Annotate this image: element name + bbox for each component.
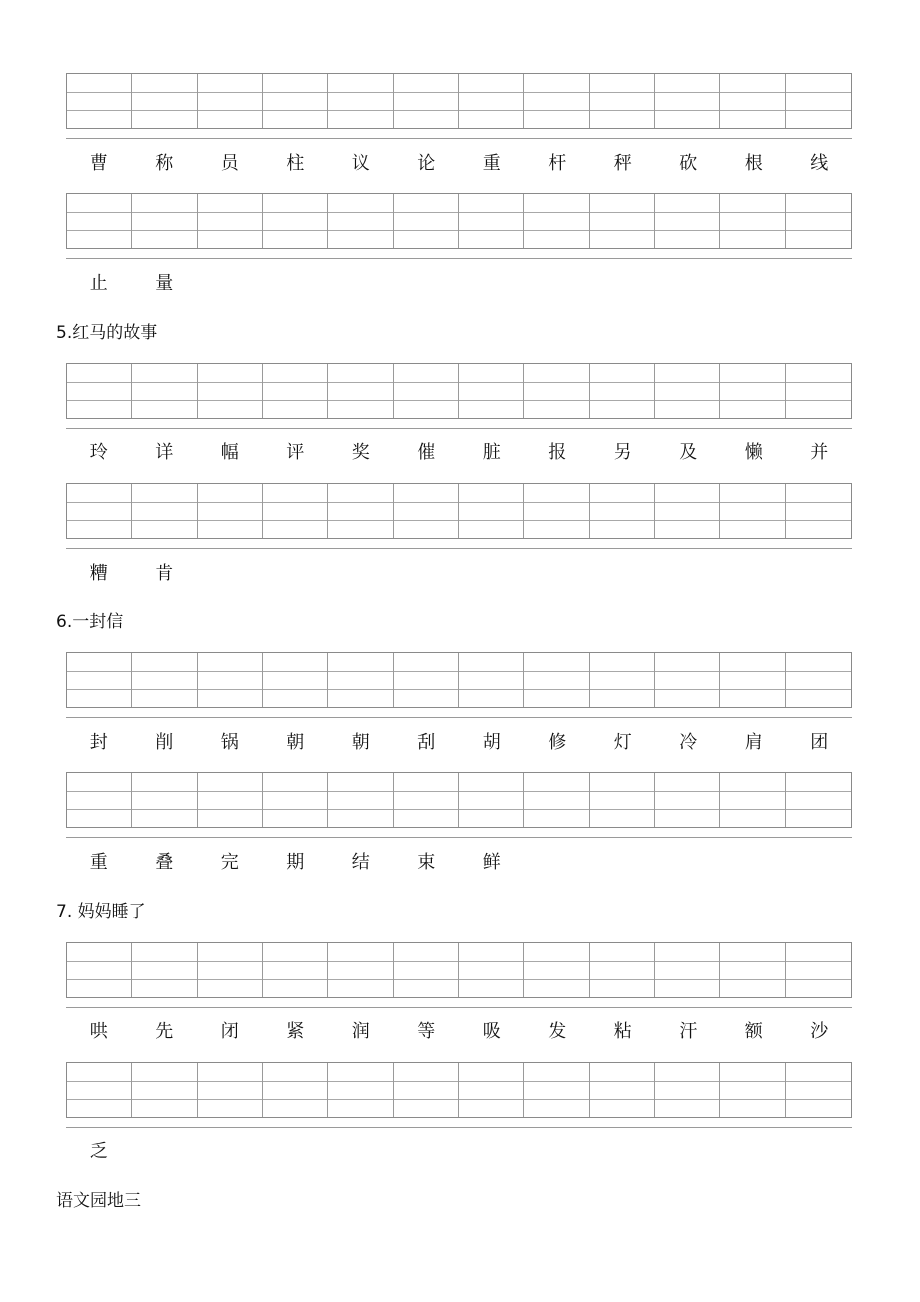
grid-cell: [394, 74, 459, 128]
grid-cell: [524, 653, 589, 707]
grid-cell: [394, 484, 459, 538]
character: 糟: [89, 563, 108, 584]
grid-cell: [524, 74, 589, 128]
grid-underline: [66, 837, 852, 838]
grid-cell: [132, 773, 197, 827]
grid-cell: [198, 484, 263, 538]
grid-cell: [459, 484, 524, 538]
grid-cell: [720, 773, 785, 827]
character-row: [66, 272, 852, 296]
grid-cell: [786, 484, 851, 538]
character: 先: [155, 1021, 174, 1042]
lesson-heading: 5.红马的故事: [56, 323, 158, 343]
grid-underline: [66, 1007, 852, 1008]
grid-cell: [132, 943, 197, 997]
grid-cell: [720, 484, 785, 538]
character: 刮: [417, 732, 436, 753]
character: 束: [417, 852, 436, 873]
grid-cell: [67, 773, 132, 827]
grid-cell: [263, 943, 328, 997]
lesson-heading: 语文园地三: [56, 1191, 141, 1211]
character: 评: [286, 442, 305, 463]
grid-cell: [328, 943, 393, 997]
grid-cell: [786, 364, 851, 418]
character: 胡: [482, 732, 501, 753]
grid-cell: [132, 484, 197, 538]
grid-cell: [459, 1063, 524, 1117]
character: 根: [744, 153, 763, 174]
grid-cell: [720, 1063, 785, 1117]
character: 砍: [679, 153, 698, 174]
grid-cell: [67, 653, 132, 707]
character: 止: [89, 273, 108, 294]
character: 论: [417, 153, 436, 174]
grid-cell: [786, 773, 851, 827]
grid-cell: [590, 1063, 655, 1117]
character: 灯: [613, 732, 632, 753]
character: 玲: [89, 442, 108, 463]
grid-cell: [524, 1063, 589, 1117]
character: 奖: [351, 442, 370, 463]
writing-grid: [66, 193, 852, 249]
grid-underline: [66, 428, 852, 429]
grid-cell: [655, 943, 720, 997]
writing-grid: [66, 1062, 852, 1118]
character: 及: [679, 442, 698, 463]
grid-cell: [655, 653, 720, 707]
grid-cell: [786, 943, 851, 997]
grid-cell: [394, 194, 459, 248]
grid-cell: [655, 1063, 720, 1117]
grid-cell: [328, 653, 393, 707]
character: 叠: [155, 852, 174, 873]
character: 汗: [679, 1021, 698, 1042]
character: 脏: [482, 442, 501, 463]
grid-cell: [786, 74, 851, 128]
character: 期: [286, 852, 305, 873]
grid-cell: [132, 653, 197, 707]
writing-grid: [66, 483, 852, 539]
grid-cell: [590, 773, 655, 827]
character: 结: [351, 852, 370, 873]
character: 朝: [351, 732, 370, 753]
grid-cell: [328, 364, 393, 418]
grid-cell: [394, 943, 459, 997]
character: 完: [220, 852, 239, 873]
lesson-heading: 6.一封信: [56, 612, 124, 632]
grid-cell: [263, 364, 328, 418]
grid-underline: [66, 717, 852, 718]
character-row: [66, 1020, 852, 1044]
character: 润: [351, 1021, 370, 1042]
character-row: [66, 731, 852, 755]
character: 额: [744, 1021, 763, 1042]
character: 重: [482, 153, 501, 174]
character: 秤: [613, 153, 632, 174]
character: 并: [810, 442, 829, 463]
character: 哄: [89, 1021, 108, 1042]
grid-cell: [786, 194, 851, 248]
writing-grid: [66, 942, 852, 998]
character: 报: [548, 442, 567, 463]
grid-cell: [198, 943, 263, 997]
writing-grid: [66, 772, 852, 828]
grid-cell: [67, 364, 132, 418]
grid-cell: [263, 1063, 328, 1117]
character: 懒: [744, 442, 763, 463]
grid-underline: [66, 548, 852, 549]
character: 封: [89, 732, 108, 753]
grid-cell: [459, 943, 524, 997]
character-row: [66, 851, 852, 875]
grid-cell: [590, 364, 655, 418]
character: 团: [810, 732, 829, 753]
character: 重: [89, 852, 108, 873]
character: 乏: [89, 1141, 108, 1162]
grid-cell: [590, 194, 655, 248]
character-row: [66, 441, 852, 465]
grid-cell: [67, 484, 132, 538]
character: 等: [417, 1021, 436, 1042]
writing-grid: [66, 73, 852, 129]
grid-cell: [394, 364, 459, 418]
grid-cell: [655, 194, 720, 248]
grid-cell: [394, 773, 459, 827]
character: 修: [548, 732, 567, 753]
grid-cell: [524, 194, 589, 248]
grid-cell: [198, 653, 263, 707]
grid-cell: [590, 943, 655, 997]
grid-cell: [524, 484, 589, 538]
grid-cell: [720, 653, 785, 707]
character: 线: [810, 153, 829, 174]
grid-cell: [198, 194, 263, 248]
grid-cell: [328, 194, 393, 248]
character-row: [66, 152, 852, 176]
grid-cell: [394, 653, 459, 707]
grid-cell: [132, 74, 197, 128]
character: 催: [417, 442, 436, 463]
grid-cell: [328, 773, 393, 827]
grid-cell: [263, 653, 328, 707]
grid-cell: [198, 1063, 263, 1117]
grid-underline: [66, 138, 852, 139]
writing-grid: [66, 652, 852, 708]
grid-cell: [655, 773, 720, 827]
character-row: [66, 1140, 852, 1164]
grid-cell: [67, 74, 132, 128]
grid-cell: [590, 74, 655, 128]
grid-cell: [394, 1063, 459, 1117]
grid-cell: [198, 364, 263, 418]
grid-cell: [590, 653, 655, 707]
grid-cell: [459, 194, 524, 248]
character: 粘: [613, 1021, 632, 1042]
character: 鲜: [482, 852, 501, 873]
grid-cell: [67, 1063, 132, 1117]
character: 肩: [744, 732, 763, 753]
grid-cell: [786, 1063, 851, 1117]
grid-cell: [263, 74, 328, 128]
writing-grid: [66, 363, 852, 419]
character: 发: [548, 1021, 567, 1042]
character: 吸: [482, 1021, 501, 1042]
grid-cell: [524, 943, 589, 997]
character: 杆: [548, 153, 567, 174]
grid-cell: [459, 653, 524, 707]
grid-cell: [524, 773, 589, 827]
grid-cell: [655, 364, 720, 418]
grid-cell: [590, 484, 655, 538]
grid-underline: [66, 258, 852, 259]
grid-cell: [132, 194, 197, 248]
grid-cell: [786, 653, 851, 707]
character: 议: [351, 153, 370, 174]
grid-cell: [328, 484, 393, 538]
grid-cell: [132, 364, 197, 418]
grid-cell: [67, 194, 132, 248]
character: 冷: [679, 732, 698, 753]
grid-cell: [720, 943, 785, 997]
grid-cell: [655, 484, 720, 538]
character: 曹: [89, 153, 108, 174]
grid-cell: [720, 194, 785, 248]
character: 锅: [220, 732, 239, 753]
character: 肯: [155, 563, 174, 584]
grid-cell: [263, 484, 328, 538]
grid-underline: [66, 1127, 852, 1128]
grid-cell: [524, 364, 589, 418]
grid-cell: [132, 1063, 197, 1117]
character: 紧: [286, 1021, 305, 1042]
character: 详: [155, 442, 174, 463]
character: 称: [155, 153, 174, 174]
grid-cell: [263, 194, 328, 248]
character: 闭: [220, 1021, 239, 1042]
character: 柱: [286, 153, 305, 174]
grid-cell: [655, 74, 720, 128]
character: 沙: [810, 1021, 829, 1042]
grid-cell: [67, 943, 132, 997]
grid-cell: [459, 74, 524, 128]
character: 幅: [220, 442, 239, 463]
grid-cell: [720, 364, 785, 418]
character-row: [66, 562, 852, 586]
grid-cell: [198, 74, 263, 128]
grid-cell: [720, 74, 785, 128]
grid-cell: [263, 773, 328, 827]
grid-cell: [328, 1063, 393, 1117]
grid-cell: [459, 773, 524, 827]
grid-cell: [198, 773, 263, 827]
grid-cell: [328, 74, 393, 128]
character: 另: [613, 442, 632, 463]
character: 量: [155, 273, 174, 294]
character: 员: [220, 153, 239, 174]
grid-cell: [459, 364, 524, 418]
character: 削: [155, 732, 174, 753]
lesson-heading: 7. 妈妈睡了: [56, 902, 146, 922]
character: 朝: [286, 732, 305, 753]
